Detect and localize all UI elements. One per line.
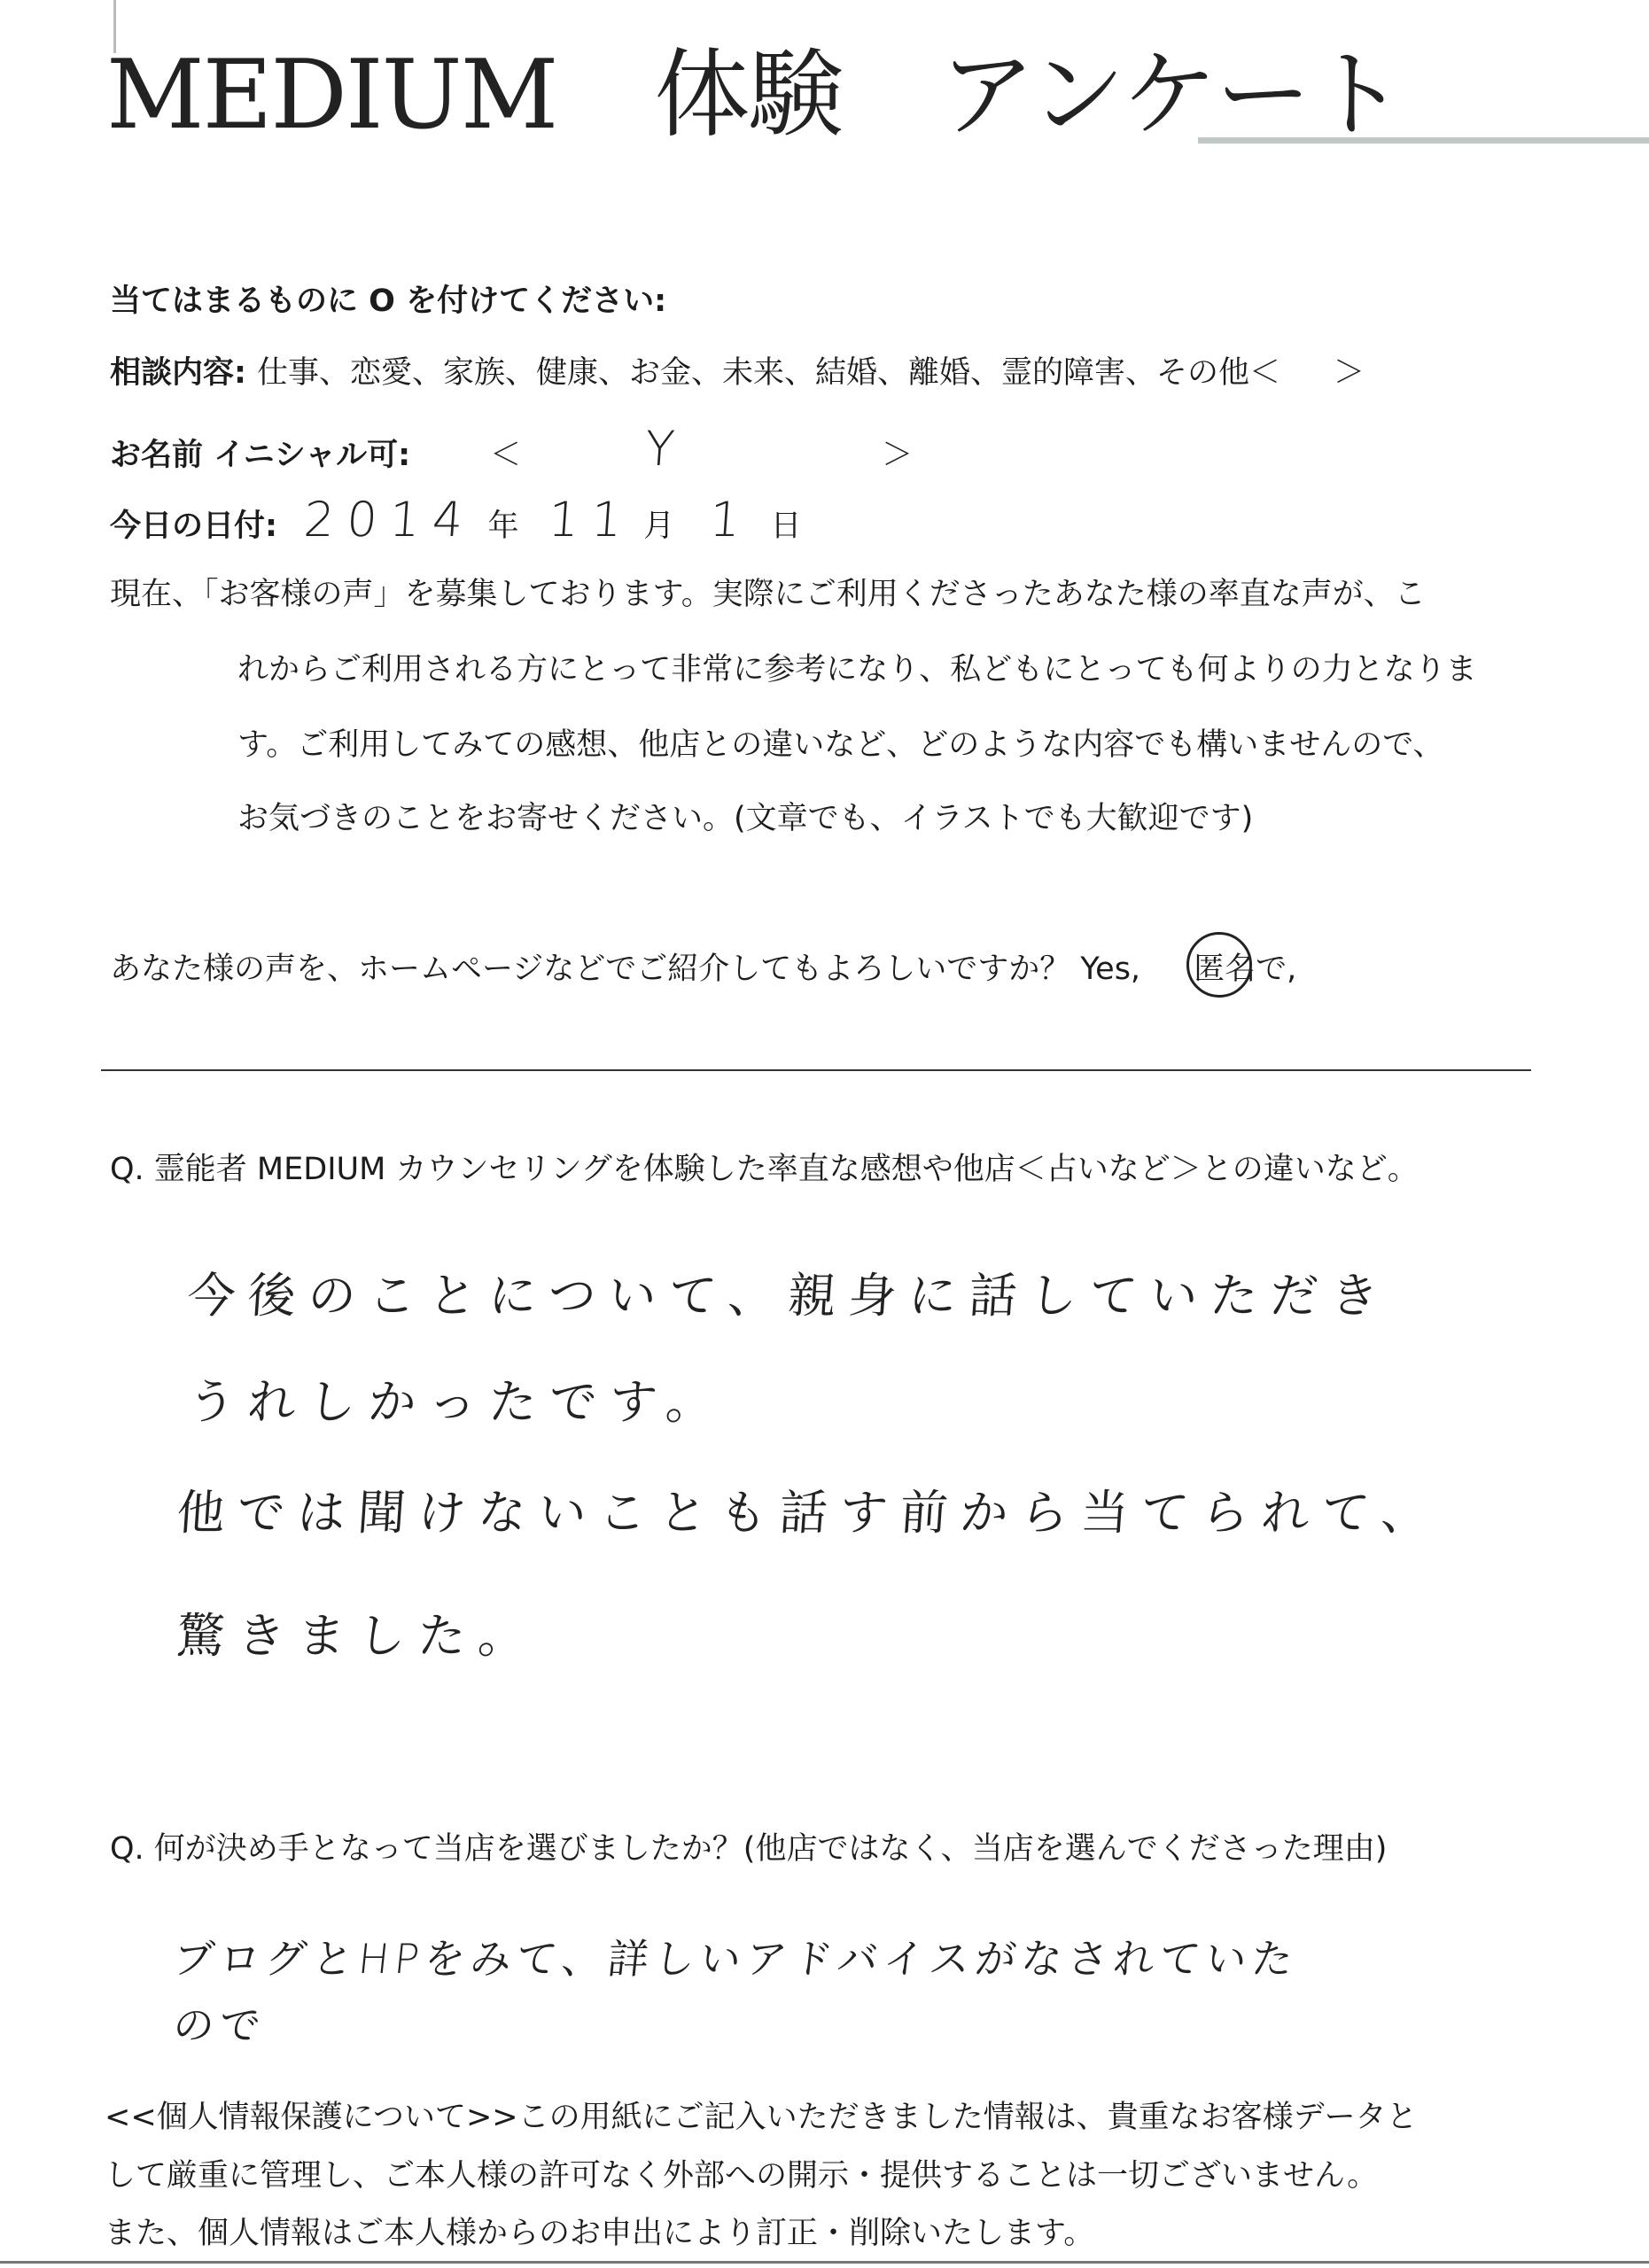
date-row <box>110 492 802 548</box>
name-label: お名前 イニシャル可: <box>110 438 411 473</box>
intro-line: お気づきのことをお寄せください。(文章でも、イラストでも大歓迎です) <box>237 801 1254 836</box>
consent-option-anonymous: 匿名で, <box>1194 944 1296 989</box>
intro-line: れからご利用される方にとって非常に参考になり、私どもにとっても何よりの力となりま <box>237 652 1477 687</box>
privacy-line: して厳重に管理し、ご本人様の許可なく外部への開示・提供することは一切ございません。 <box>105 2158 1379 2194</box>
q1-answer-line: 驚きました。 <box>175 1608 541 1664</box>
q1-answer-line: 他では聞けないことも話す前から当てられて、 <box>175 1485 1443 1541</box>
title-brand: MEDIUM <box>106 40 557 151</box>
name-row <box>110 421 913 477</box>
privacy-line: また、個人情報はご本人様からのお申出により訂正・削除いたします。 <box>105 2216 1095 2251</box>
name-open: ＜ <box>490 438 522 473</box>
privacy-line: <<個人情報保護について>>この用紙にご記入いただきました情報は、貴重なお客様データと <box>105 2100 1418 2135</box>
q2-answer-line: ので <box>170 2001 268 2049</box>
date-year: 2014 <box>301 492 478 548</box>
consult-label: 相談内容: <box>110 355 246 391</box>
q1-label: Q. 霊能者 MEDIUM カウンセリングを体験した率直な感想や他店＜占いなど＞との違いなど。 <box>110 1152 1419 1187</box>
date-month: 11 <box>547 492 637 548</box>
instruction: 当てはまるものに O を付けてください: <box>110 284 667 319</box>
date-day: 1 <box>707 492 755 548</box>
name-value: Y <box>642 421 689 477</box>
name-close: ＞ <box>882 438 914 473</box>
consult-options: 仕事、恋愛、家族、健康、お金、未来、結婚、離婚、霊的障害、その他＜ <box>257 355 1281 391</box>
title-word-1: 体験 <box>654 40 843 151</box>
intro-line: す。ご利用してみての感想、他店との違いなど、どのような内容でも構いませんので、 <box>237 727 1444 763</box>
month-unit: 月 <box>643 509 675 544</box>
consult-close: ＞ <box>1334 355 1365 391</box>
consult-row <box>110 348 1365 392</box>
q1-answer-line: うれしかったです。 <box>185 1374 728 1430</box>
title-word-2: アンケート <box>939 40 1404 151</box>
scan-bottom-edge <box>0 2261 1649 2264</box>
q2-answer-line: ブログとHPをみて、詳しいアドバイスがなされていた <box>170 1935 1301 1983</box>
day-unit: 日 <box>770 509 802 544</box>
page-title <box>106 18 1501 155</box>
q2-label: Q. 何が決め手となって当店を選びましたか？(他店ではなく、当店を選んでくださった理由) <box>110 1831 1388 1867</box>
q1-answer-line: 今後のことについて、親身に話していただき <box>185 1268 1393 1324</box>
section-divider <box>101 1069 1531 1071</box>
consent-question: あなた様の声を、ホームページなどでご紹介してもよろしいですか？ Yes, <box>110 951 1141 987</box>
consent-row <box>110 944 1296 989</box>
intro-line: 現在、「お客様の声」を募集しております。実際にご利用くださったあなた様の率直な声が、こ <box>110 577 1426 612</box>
date-label: 今日の日付: <box>110 509 277 544</box>
year-unit: 年 <box>487 509 519 544</box>
